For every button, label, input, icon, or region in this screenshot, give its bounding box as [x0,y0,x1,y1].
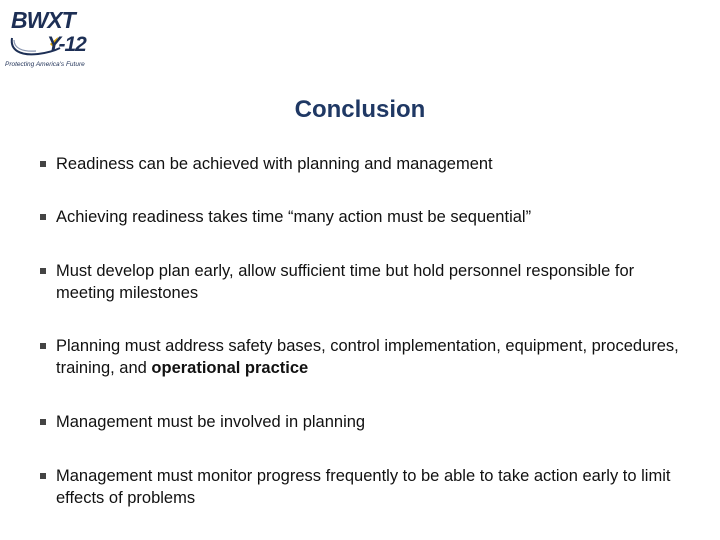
bullet-text: Planning must address safety bases, control implementation, equipment, procedures, training, and [56,337,679,377]
bullet-item [40,260,690,304]
bullet-item [40,411,690,433]
bullet-text: Management must be involved in planning [56,413,366,431]
logo-y12-text: Y-12 [47,33,86,56]
bullet-text: Achieving readiness takes time “many action must be sequential” [56,208,532,226]
bullet-item [40,335,690,379]
bullet-square-icon [40,268,46,274]
bullet-square-icon [40,214,46,220]
bullet-text: Management must monitor progress frequently to be able to take action early to limit effects of problems [56,467,671,507]
bullet-item [40,153,690,175]
slide-title: Conclusion [294,96,426,123]
bullet-square-icon [40,343,46,349]
bullet-item [40,206,690,228]
bullet-item [40,465,690,509]
logo-tagline: Protecting America's Future [5,61,85,68]
logo-bwxt-text: BWXT [11,7,75,33]
bullet-text: Readiness can be achieved with planning and management [56,155,493,173]
bwxt-y12-logo [2,4,92,68]
bullet-square-icon [40,161,46,167]
bullet-text-bold: operational practice [151,359,309,377]
bullet-text: Must develop plan early, allow sufficient time but hold personnel responsible for meeting milestones [56,262,635,302]
bullet-square-icon [40,419,46,425]
bullet-square-icon [40,473,46,479]
